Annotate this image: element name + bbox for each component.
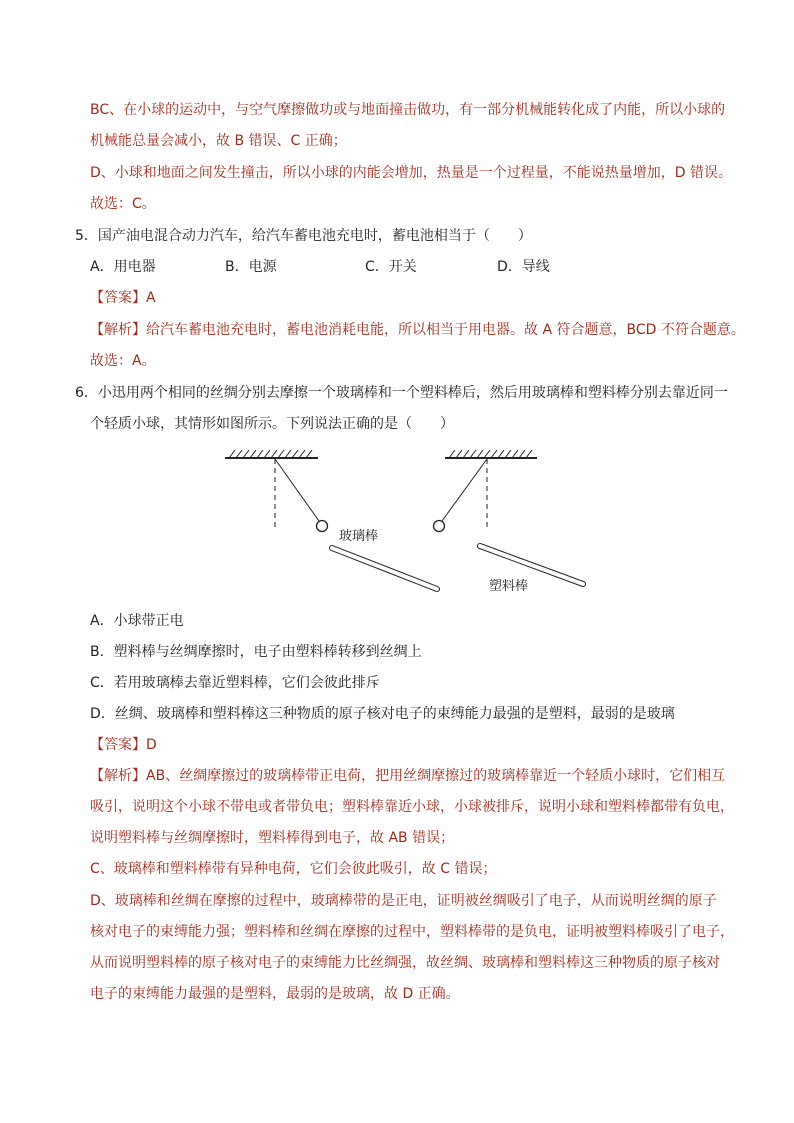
q6-analysis-line-3: 说明塑料棒与丝绸摩擦时，塑料棒得到电子，故 AB 错误； [90,830,455,846]
right-ball [434,521,445,532]
q4-analysis-line-1: BC、在小球的运动中，与空气摩擦做功或与地面撞击做功，有一部分机械能转化成了内能，所以小球的 [90,102,726,118]
q6-analysis-line-5: D、玻璃棒和丝绸在摩擦的过程中，玻璃棒带的是正电，证明被丝绸吸引了电子，从而说明丝绸的原子 [90,893,717,909]
q6-answer-value: D [146,737,157,753]
q5-answer [90,288,156,308]
q6-answer [90,735,157,755]
q6-option-a: A．小球带正电 [90,613,184,629]
q5-answer-tag: 【答案】 [90,290,146,306]
q5-stem: 5．国产油电混合动力汽车，给汽车蓄电池充电时，蓄电池相当于（ ） [75,228,532,244]
q5-answer-value: A [146,290,156,306]
q6-analysis-line-7: 从而说明塑料棒的原子核对电子的束缚能力比丝绸强，故丝绸、玻璃棒和塑料棒这三种物质的原子核对 [90,955,720,971]
left-string [275,459,319,521]
q5-option-c: C．开关 [365,259,417,275]
q4-analysis-line-2: 机械能总量会减小，故 B 错误、C 正确； [90,133,347,149]
plastic-rod-label: 塑料棒 [489,579,529,594]
q4-conclusion: 故选：C。 [90,196,156,212]
q6-option-b: B．塑料棒与丝绸摩擦时，电子由塑料棒转移到丝绸上 [90,644,422,660]
pendulum-diagram [215,445,605,605]
q6-analysis-line-1 [90,766,725,786]
glass-rod [332,548,437,589]
q6-option-d: D．丝绸、玻璃棒和塑料棒这三种物质的原子核对电子的束缚能力最强的是塑料，最弱的是玻璃 [90,706,675,722]
q6-stem-line-1: 6．小迅用两个相同的丝绸分别去摩擦一个玻璃棒和一个塑料棒后，然后用玻璃棒和塑料棒分别去靠近同一 [75,385,728,401]
q5-option-d: D．导线 [497,259,550,275]
q6-analysis-line-8: 电子的束缚能力最强的是塑料，最弱的是玻璃，故 D 正确。 [90,986,460,1002]
q6-figure [215,445,605,605]
q5-option-b: B．电源 [225,259,277,275]
glass-rod-label: 玻璃棒 [339,529,379,544]
q6-option-c: C．若用玻璃棒去靠近塑料棒，它们会彼此排斥 [90,675,380,691]
q4-analysis-line-3: D、小球和地面之间发生撞击，所以小球的内能会增加，热量是一个过程量，不能说热量增加，D 错误。 [90,165,733,181]
q6-stem-line-2: 个轻质小球，其情形如图所示。下列说法正确的是（ ） [90,416,454,432]
q6-analysis-tag: 【解析】 [90,768,146,784]
q5-analysis-text: 给汽车蓄电池充电时，蓄电池消耗电能，所以相当于用电器。故 A 符合题意，BCD 不符合题意。 [146,322,745,338]
left-ceiling [225,450,318,458]
q6-analysis-line-4: C、玻璃棒和塑料棒带有异种电荷，它们会彼此吸引，故 C 错误； [90,861,497,877]
right-ceiling [445,450,537,458]
q6-answer-tag: 【答案】 [90,737,146,753]
q6-analysis-line-6: 核对电子的束缚能力强；塑料棒和丝绸在摩擦的过程中，塑料棒带的是负电，证明被塑料棒吸引了电子， [90,924,734,940]
q5-analysis-tag: 【解析】 [90,322,146,338]
q5-conclusion: 故选：A。 [90,353,156,369]
left-ball [317,521,328,532]
q6-analysis-text-1: AB、丝绸摩擦过的玻璃棒带正电荷，把用丝绸摩擦过的玻璃棒靠近一个轻质小球时，它们相互 [146,768,726,784]
q6-analysis-line-2: 吸引，说明这个小球不带电或者带负电；塑料棒靠近小球，小球被排斥，说明小球和塑料棒都带有负电， [90,799,734,815]
q5-analysis [90,320,745,340]
q5-option-a: A．用电器 [90,259,156,275]
right-string [442,459,487,521]
